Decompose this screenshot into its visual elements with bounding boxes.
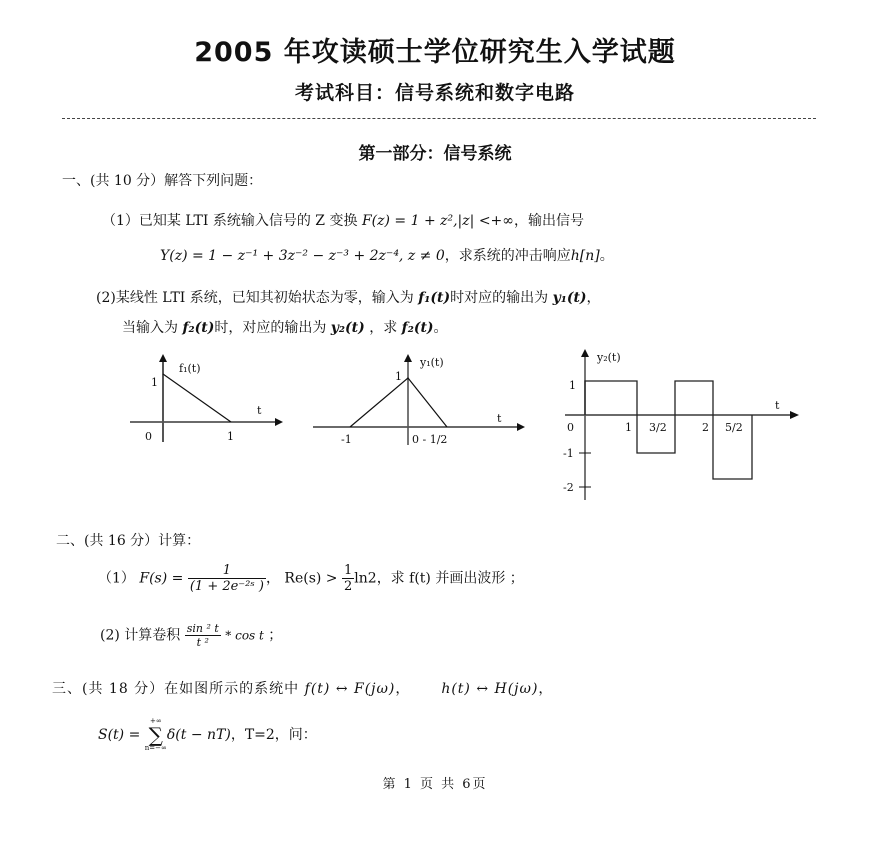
q2-p2-label: (2) [100,627,120,644]
y2-xtick-5-2: 5/2 [725,421,743,434]
y2-ytick-neg2: -2 [563,481,574,494]
q1-p2-f2: f₂(t) [182,320,215,336]
q1-p1-text-c: ，求系统的冲击响应 [444,248,571,264]
q1-p2-text-a: 某线性 LTI 系统，已知其初始状态为零，输入为 [115,290,414,306]
q1-p2-text-b: 时对应的输出为 [450,290,549,306]
q1-p2-y1: y₁(t) [552,290,587,306]
q2-p1-cond-den: 2 [344,579,353,594]
q2-p2-end: ； [268,627,283,644]
q1-p2-label: (2) [96,290,116,306]
q2-p1-lhs: F(s) = [139,570,184,587]
q2-p2-rest: * cos t [225,628,264,643]
q2-p1-sep: ， [265,570,280,587]
q2-p2-den: t ² [196,636,209,649]
f1-xlabel: t [257,404,262,417]
q3-pair1: f(t) ↔ F(jω) [304,681,396,697]
y2-xtick-1: 1 [625,421,632,434]
q2-p2-fraction [185,622,221,649]
q1-p1-label: （1） [102,213,139,229]
page-number: 第 1 页 共 6页 [382,777,488,792]
q1-part2-line1 [96,287,601,307]
q3-sum-top: +∞ [149,717,162,725]
f1-xtick-1: 1 [227,430,234,443]
q2-heading: 二、(共 16 分）计算： [56,533,201,549]
q2-part2 [100,622,282,649]
f1-y-arrow-icon [159,354,167,362]
q1-p1-formula-c: h[n] [570,248,600,264]
f1-xtick-0: 0 [145,430,152,443]
q2-p1-num: 1 [188,563,266,579]
exam-subject: 考试科目：信号系统和数字电路 [294,82,575,104]
q2-p1-label: （1） [98,570,135,587]
q1-part1-line2 [160,245,614,265]
y2-xtick-2: 2 [702,421,709,434]
y1-xlabel: t [497,412,502,425]
q3-sum-bot: n=−∞ [144,744,167,752]
figure-f1 [125,352,285,447]
q3-s-lhs: S(t) = [98,727,141,743]
y2-xtick-3-2: 3/2 [649,421,667,434]
f1-ylabel: f₁(t) [179,362,201,375]
q3-comma2: ， [538,681,554,697]
y1-x-arrow-icon [517,423,525,431]
y2-ytick-1: 1 [569,379,576,392]
q1-p2-comma: ， [586,290,601,306]
q1-heading: 一、(共 10 分）解答下列问题： [62,173,263,189]
y2-xlabel: t [775,399,780,412]
q3-summation [145,718,167,752]
q1-part2-line2 [122,317,448,337]
q3-s-rhs: δ(t − nT) [166,727,231,743]
q2-p2-text: 计算卷积 [124,627,181,644]
f1-ytick: 1 [151,376,158,389]
y2-x-arrow-icon [790,411,799,419]
q1-p1-text-b: ，输出信号 [513,213,584,229]
y2-xtick-0: 0 [567,421,574,434]
q1-p2-f1: f₁(t) [418,290,451,306]
q2-p1-fraction [188,563,266,594]
divider [62,118,816,119]
section-title: 第一部分：信号系统 [358,144,512,164]
y1-xtick-0: -1 [341,433,352,446]
y1-ytick: 1 [395,370,402,383]
exam-title: 2005 年攻读硕士学位研究生入学试题 [194,37,676,68]
q1-p1-formula-b: Y(z) = 1 − z⁻¹ + 3z⁻² − z⁻³ + 2z⁻⁴, z ≠ 0 [160,248,445,264]
q2-p1-cond-fraction [342,563,354,594]
figure-y1 [305,350,530,450]
q2-p1-cond-num: 1 [344,563,353,578]
q3-heading: 三、(共 18 分）在如图所示的系统中 [52,681,300,697]
y2-y-arrow-icon [581,349,589,357]
y1-ylabel: y₁(t) [420,356,444,369]
q2-p1-cond-a: Re(s) > [284,570,338,587]
q1-p2-f2b: f₂(t) [401,320,434,336]
f1-curve [163,374,231,422]
y1-xtick-1: 0 - 1/2 [412,433,448,446]
q3-sum-sym: ∑ [148,723,163,747]
y2-ytick-neg1: -1 [563,447,574,460]
q2-p1-text: ，求 f(t) 并画出波形 ； [376,570,524,587]
q2-p1-cond-b: ln2 [354,570,377,587]
f1-x-arrow-icon [275,418,283,426]
q3-tail: ，T=2，问： [230,727,317,743]
q2-p2-num: sin ² t [186,622,219,635]
y2-ylabel: y₂(t) [597,351,621,364]
q2-part1 [98,563,524,594]
q2-p1-den: (1 + 2e⁻²ˢ ) [189,579,264,594]
q1-p1-text-a: 已知某 LTI 系统输入信号的 Z 变换 [138,213,358,229]
y1-curve [350,378,447,427]
q1-p1-end: 。 [599,248,614,264]
q1-p2-text-e: ，求 [369,320,398,336]
q1-p2-text-d: 时，对应的输出为 [214,320,327,336]
q1-part1-line1 [102,210,584,230]
q1-p2-end: 。 [433,320,448,336]
q3-pair2: h(t) ↔ H(jω) [441,681,539,697]
figure-y2 [545,345,807,505]
q1-p2-y2: y₂(t) [330,320,365,336]
q3-comma: ， [395,681,411,697]
q3-line2 [98,718,317,752]
q1-p1-formula-a: F(z) = 1 + z²,|z| <+∞ [361,213,514,229]
q1-p2-text-c: 当输入为 [122,320,178,336]
y1-y-arrow-icon [404,354,412,362]
q3-line1 [52,678,553,698]
